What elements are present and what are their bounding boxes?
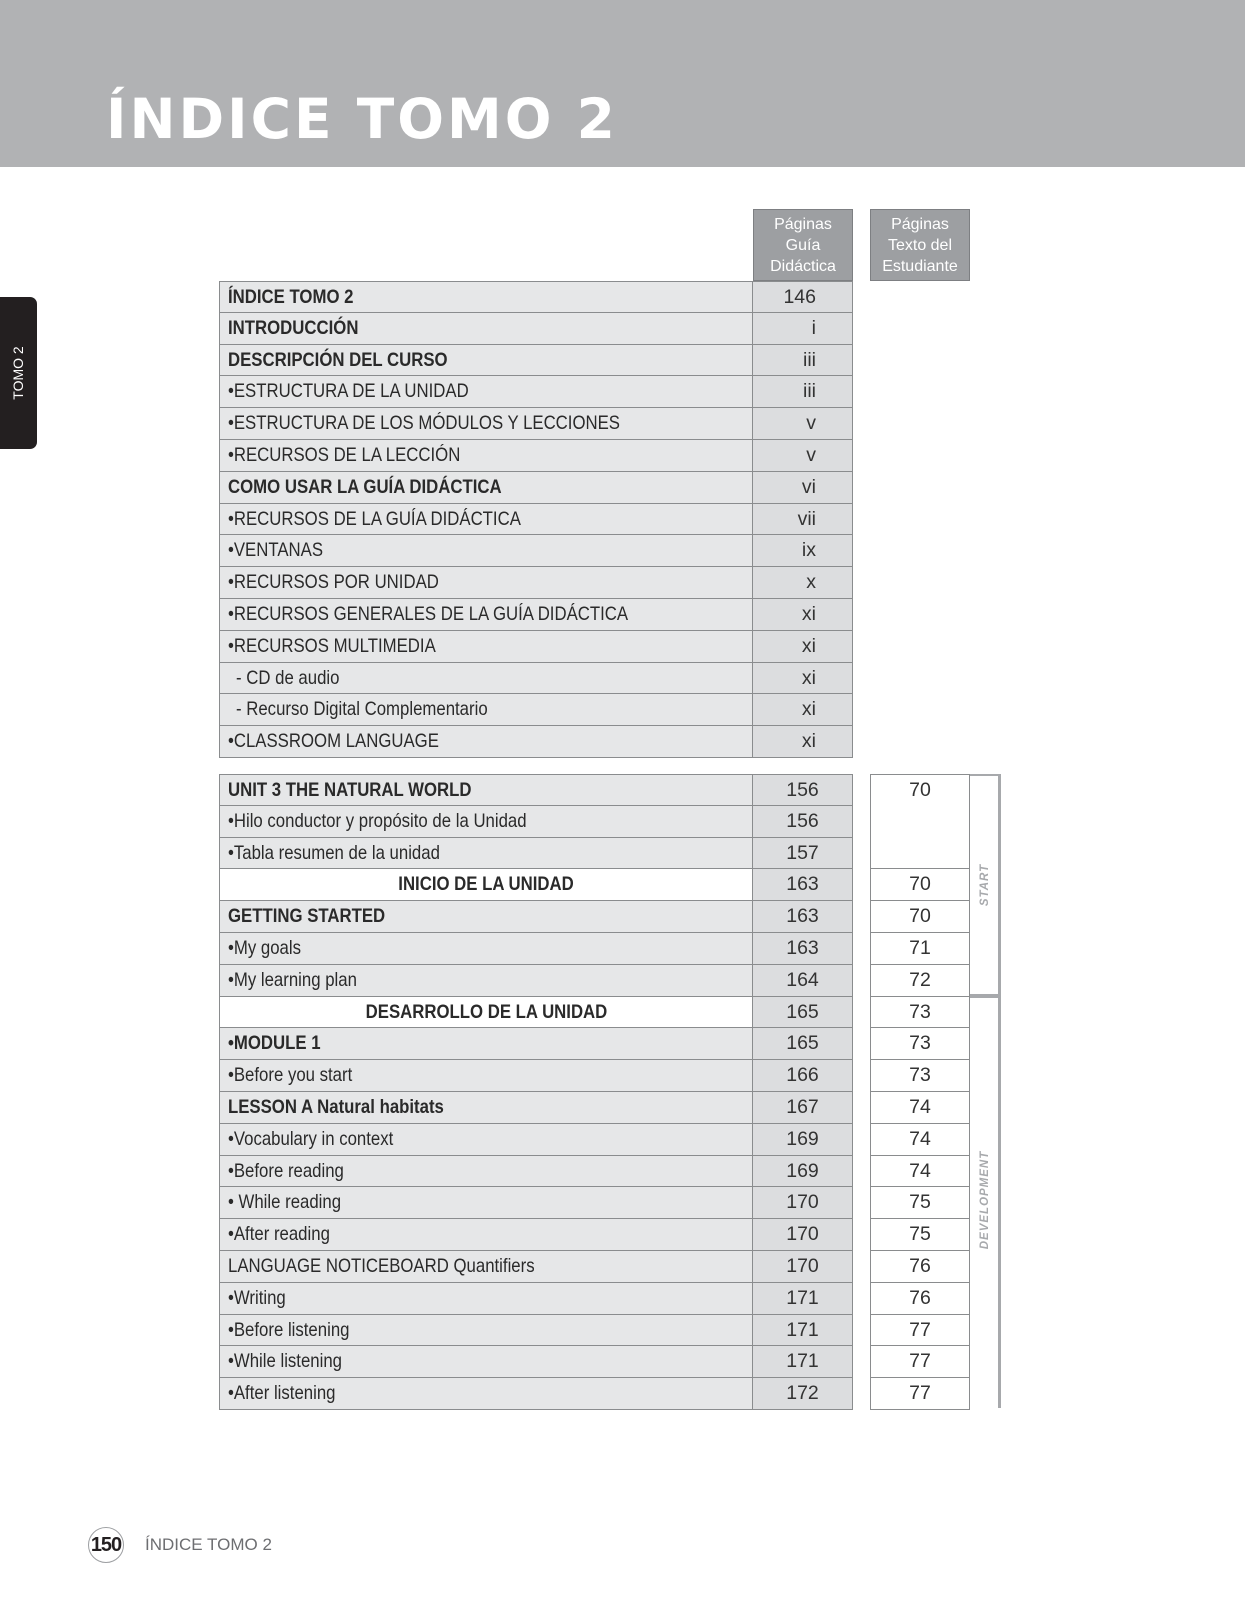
column-gap bbox=[853, 997, 870, 1029]
toc-row bbox=[219, 599, 853, 631]
toc-entry-title bbox=[219, 806, 753, 838]
toc-entry-title bbox=[219, 997, 753, 1029]
toc-row bbox=[219, 663, 853, 695]
column-gap bbox=[853, 1156, 870, 1188]
toc-entry-title-text: •Hilo conductor y propósito de la Unidad bbox=[228, 809, 527, 832]
toc-entry-student-page bbox=[870, 838, 970, 870]
toc-entry-title-text: COMO USAR LA GUÍA DIDÁCTICA bbox=[228, 475, 502, 498]
toc-entry-guide-page: 146 bbox=[753, 281, 853, 313]
page-number: 150 bbox=[88, 1527, 124, 1563]
toc-row bbox=[219, 1124, 970, 1156]
toc-entry-title bbox=[219, 408, 753, 440]
toc-entry-title-text: •RECURSOS MULTIMEDIA bbox=[228, 634, 436, 657]
toc-row bbox=[219, 1251, 970, 1283]
toc-entry-title-text: •ESTRUCTURA DE LA UNIDAD bbox=[228, 380, 469, 403]
toc-entry-title-text: •RECURSOS POR UNIDAD bbox=[228, 571, 439, 594]
toc-row bbox=[219, 1219, 970, 1251]
toc-row bbox=[219, 345, 853, 377]
toc-entry-guide-page: xi bbox=[753, 726, 853, 758]
toc-row bbox=[219, 838, 970, 870]
toc-row bbox=[219, 472, 853, 504]
toc-entry-title bbox=[219, 663, 753, 695]
toc-entry-title-text: •CLASSROOM LANGUAGE bbox=[228, 730, 439, 753]
toc-row bbox=[219, 933, 970, 965]
toc-row bbox=[219, 535, 853, 567]
toc-entry-guide-page: 167 bbox=[753, 1092, 853, 1124]
toc-row bbox=[219, 1315, 970, 1347]
toc-entry-student-page: 73 bbox=[870, 1060, 970, 1092]
toc-entry-guide-page: 170 bbox=[753, 1251, 853, 1283]
toc-entry-title-text: LANGUAGE NOTICEBOARD Quantifiers bbox=[228, 1254, 535, 1277]
toc-entry-title-text: •After reading bbox=[228, 1223, 330, 1246]
toc-entry-title bbox=[219, 933, 753, 965]
page-title: ÍNDICE TOMO 2 bbox=[106, 87, 618, 151]
toc-row bbox=[219, 774, 970, 806]
toc-entry-guide-page: iii bbox=[753, 376, 853, 408]
column-header-guide-line: Páginas bbox=[774, 215, 832, 233]
column-header-guide-line: Guía bbox=[785, 236, 821, 254]
toc-entry-guide-page: 169 bbox=[753, 1156, 853, 1188]
column-header-student-line: Páginas bbox=[891, 215, 949, 233]
toc-row bbox=[219, 1028, 970, 1060]
toc-row bbox=[219, 694, 853, 726]
toc-entry-guide-page: xi bbox=[753, 663, 853, 695]
toc-entry-title-text: •ESTRUCTURA DE LOS MÓDULOS Y LECCIONES bbox=[228, 412, 620, 435]
toc-entry-title-text: •Before you start bbox=[228, 1064, 353, 1087]
toc-entry-guide-page: 156 bbox=[753, 806, 853, 838]
toc-entry-student-page: 70 bbox=[870, 774, 970, 806]
toc-entry-guide-page: 164 bbox=[753, 965, 853, 997]
toc-entry-title-text: •MODULE 1 bbox=[228, 1032, 321, 1055]
column-gap bbox=[853, 1092, 870, 1124]
toc-row bbox=[219, 376, 853, 408]
toc-entry-title bbox=[219, 1124, 753, 1156]
toc-entry-title-text: - Recurso Digital Complementario bbox=[236, 698, 488, 721]
toc-entry-title bbox=[219, 535, 753, 567]
toc-row bbox=[219, 901, 970, 933]
toc-entry-title bbox=[219, 694, 753, 726]
toc-entry-title-text: UNIT 3 THE NATURAL WORLD bbox=[228, 779, 472, 801]
column-gap bbox=[853, 1283, 870, 1315]
toc-entry-title-text: •While listening bbox=[228, 1350, 343, 1373]
toc-entry-student-page: 70 bbox=[870, 869, 970, 901]
toc-entry-title bbox=[219, 376, 753, 408]
toc-entry-guide-page: ix bbox=[753, 535, 853, 567]
column-gap bbox=[853, 1378, 870, 1410]
toc-entry-title bbox=[219, 869, 753, 901]
toc-entry-title-text: INTRODUCCIÓN bbox=[228, 316, 359, 339]
toc-entry-title bbox=[219, 1346, 753, 1378]
side-tab-label: TOMO 2 bbox=[10, 346, 26, 400]
toc-entry-guide-page: xi bbox=[753, 631, 853, 663]
toc-entry-title-text: •RECURSOS DE LA LECCIÓN bbox=[228, 443, 461, 466]
toc-row bbox=[219, 504, 853, 536]
toc-entry-guide-page: 157 bbox=[753, 838, 853, 870]
column-gap bbox=[853, 1251, 870, 1283]
toc-entry-student-page: 76 bbox=[870, 1251, 970, 1283]
toc-entry-title-text: •After listening bbox=[228, 1382, 336, 1405]
start-bracket-label: START bbox=[979, 863, 991, 907]
toc-entry-title bbox=[219, 1187, 753, 1219]
column-gap bbox=[853, 933, 870, 965]
column-gap bbox=[853, 1028, 870, 1060]
toc-entry-student-page: 74 bbox=[870, 1092, 970, 1124]
toc-entry-student-page: 74 bbox=[870, 1124, 970, 1156]
toc-entry-guide-page: 169 bbox=[753, 1124, 853, 1156]
toc-entry-title-text: •Before reading bbox=[228, 1159, 344, 1182]
toc-row bbox=[219, 1092, 970, 1124]
toc-entry-student-page bbox=[870, 806, 970, 838]
toc-entry-student-page: 77 bbox=[870, 1378, 970, 1410]
toc-entry-guide-page: 171 bbox=[753, 1315, 853, 1347]
column-header-guide bbox=[753, 209, 853, 281]
toc-entry-guide-page: 163 bbox=[753, 901, 853, 933]
toc-entry-title bbox=[219, 313, 753, 345]
toc-entry-title-text: •Before listening bbox=[228, 1318, 350, 1341]
toc-entry-guide-page: 163 bbox=[753, 933, 853, 965]
toc-entry-guide-page: v bbox=[753, 440, 853, 472]
column-gap bbox=[853, 965, 870, 997]
toc-entry-title bbox=[219, 838, 753, 870]
toc-entry-title-text: •Writing bbox=[228, 1286, 286, 1309]
toc-entry-guide-page: v bbox=[753, 408, 853, 440]
toc-entry-student-page: 77 bbox=[870, 1346, 970, 1378]
toc-entry-guide-page: xi bbox=[753, 599, 853, 631]
toc-entry-student-page: 76 bbox=[870, 1283, 970, 1315]
column-gap bbox=[853, 774, 870, 806]
column-gap bbox=[853, 1219, 870, 1251]
column-gap bbox=[853, 838, 870, 870]
column-header-student-line: Texto del bbox=[887, 236, 953, 254]
toc-row bbox=[219, 1346, 970, 1378]
toc-entry-title bbox=[219, 1378, 753, 1410]
toc-entry-student-page: 72 bbox=[870, 965, 970, 997]
toc-table-unit3 bbox=[219, 774, 970, 1410]
toc-entry-guide-page: 170 bbox=[753, 1219, 853, 1251]
toc-entry-title bbox=[219, 1028, 753, 1060]
toc-entry-guide-page: i bbox=[753, 313, 853, 345]
toc-row bbox=[219, 408, 853, 440]
column-header-student-line: Estudiante bbox=[882, 257, 958, 275]
footer-label: ÍNDICE TOMO 2 bbox=[145, 1535, 272, 1554]
toc-entry-guide-page: 166 bbox=[753, 1060, 853, 1092]
toc-row bbox=[219, 440, 853, 472]
toc-entry-guide-page: iii bbox=[753, 345, 853, 377]
toc-entry-title-text: •RECURSOS GENERALES DE LA GUÍA DIDÁCTICA bbox=[228, 602, 629, 625]
toc-entry-student-page: 73 bbox=[870, 1028, 970, 1060]
development-bracket-label: DEVELOPMENT bbox=[979, 1150, 991, 1250]
toc-row bbox=[219, 1378, 970, 1410]
toc-entry-title-text: DESCRIPCIÓN DEL CURSO bbox=[228, 348, 448, 371]
toc-table-general bbox=[219, 281, 853, 758]
toc-row bbox=[219, 965, 970, 997]
toc-entry-guide-page: 156 bbox=[753, 774, 853, 806]
column-header-student bbox=[870, 209, 970, 281]
toc-entry-title-text: •Tabla resumen de la unidad bbox=[228, 841, 440, 864]
toc-row bbox=[219, 281, 853, 313]
toc-entry-guide-page: 171 bbox=[753, 1283, 853, 1315]
toc-row bbox=[219, 567, 853, 599]
toc-entry-title bbox=[219, 1283, 753, 1315]
column-gap bbox=[853, 1187, 870, 1219]
toc-entry-title bbox=[219, 599, 753, 631]
toc-entry-title bbox=[219, 345, 753, 377]
toc-entry-guide-page: 172 bbox=[753, 1378, 853, 1410]
column-gap bbox=[853, 869, 870, 901]
toc-entry-guide-page: 170 bbox=[753, 1187, 853, 1219]
toc-entry-title-text: LESSON A Natural habitats bbox=[228, 1095, 444, 1118]
toc-entry-student-page: 70 bbox=[870, 901, 970, 933]
toc-entry-title bbox=[219, 504, 753, 536]
toc-entry-title-text: •My goals bbox=[228, 936, 301, 959]
toc-entry-student-page: 75 bbox=[870, 1219, 970, 1251]
toc-row bbox=[219, 313, 853, 345]
toc-entry-title-text: - CD de audio bbox=[236, 666, 340, 689]
toc-entry-title bbox=[219, 1315, 753, 1347]
toc-entry-title bbox=[219, 1092, 753, 1124]
toc-entry-title bbox=[219, 965, 753, 997]
toc-entry-title bbox=[219, 1251, 753, 1283]
toc-entry-title-text: •Vocabulary in context bbox=[228, 1127, 394, 1150]
toc-entry-title bbox=[219, 1219, 753, 1251]
toc-entry-title bbox=[219, 726, 753, 758]
toc-row bbox=[219, 1187, 970, 1219]
toc-entry-title-text: • While reading bbox=[228, 1191, 342, 1214]
toc-row bbox=[219, 1060, 970, 1092]
column-gap bbox=[853, 806, 870, 838]
toc-entry-guide-page: 165 bbox=[753, 1028, 853, 1060]
toc-entry-title bbox=[219, 567, 753, 599]
toc-row bbox=[219, 1156, 970, 1188]
toc-entry-title bbox=[219, 901, 753, 933]
toc-entry-student-page: 74 bbox=[870, 1156, 970, 1188]
toc-entry-guide-page: vi bbox=[753, 472, 853, 504]
toc-entry-guide-page: x bbox=[753, 567, 853, 599]
column-gap bbox=[853, 1315, 870, 1347]
toc-entry-title-text: •VENTANAS bbox=[228, 539, 324, 562]
toc-entry-title bbox=[219, 472, 753, 504]
toc-entry-title-text: INICIO DE LA UNIDAD bbox=[398, 873, 574, 896]
column-header-guide-line: Didáctica bbox=[770, 257, 836, 275]
toc-entry-student-page: 73 bbox=[870, 997, 970, 1029]
toc-entry-guide-page: vii bbox=[753, 504, 853, 536]
toc-entry-title-text: ÍNDICE TOMO 2 bbox=[228, 286, 354, 308]
toc-entry-title bbox=[219, 440, 753, 472]
toc-entry-title bbox=[219, 774, 753, 806]
toc-entry-guide-page: xi bbox=[753, 694, 853, 726]
toc-entry-student-page: 75 bbox=[870, 1187, 970, 1219]
toc-row bbox=[219, 1283, 970, 1315]
column-gap bbox=[853, 1124, 870, 1156]
column-gap bbox=[853, 901, 870, 933]
toc-row bbox=[219, 806, 970, 838]
toc-row bbox=[219, 631, 853, 663]
toc-entry-guide-page: 165 bbox=[753, 997, 853, 1029]
toc-entry-guide-page: 163 bbox=[753, 869, 853, 901]
toc-row bbox=[219, 726, 853, 758]
toc-entry-title bbox=[219, 281, 753, 313]
toc-entry-title bbox=[219, 1156, 753, 1188]
toc-entry-title bbox=[219, 1060, 753, 1092]
column-gap bbox=[853, 1060, 870, 1092]
toc-entry-student-page: 71 bbox=[870, 933, 970, 965]
toc-entry-title bbox=[219, 631, 753, 663]
toc-entry-title-text: GETTING STARTED bbox=[228, 905, 386, 928]
toc-entry-title-text: •RECURSOS DE LA GUÍA DIDÁCTICA bbox=[228, 507, 521, 530]
toc-entry-title-text: DESARROLLO DE LA UNIDAD bbox=[365, 1000, 607, 1023]
toc-row bbox=[219, 869, 970, 901]
toc-row bbox=[219, 997, 970, 1029]
toc-entry-title-text: •My learning plan bbox=[228, 968, 357, 991]
column-gap bbox=[853, 1346, 870, 1378]
toc-entry-student-page: 77 bbox=[870, 1315, 970, 1347]
toc-entry-guide-page: 171 bbox=[753, 1346, 853, 1378]
